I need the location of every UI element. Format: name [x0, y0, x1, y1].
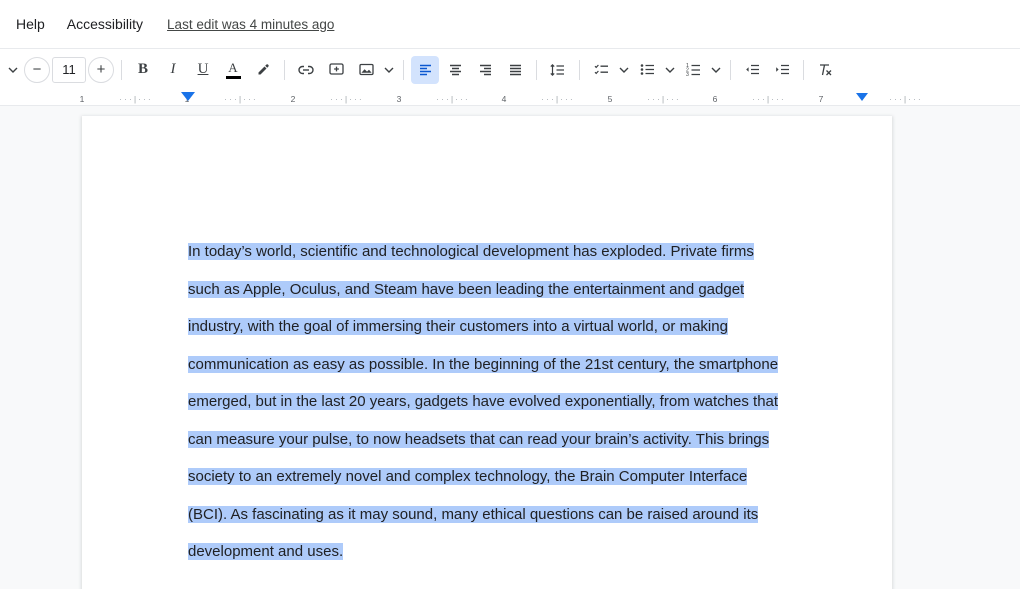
- chevron-down-icon[interactable]: [6, 56, 20, 84]
- align-justify-icon: [507, 61, 524, 78]
- last-edit-status[interactable]: Last edit was 4 minutes ago: [167, 16, 335, 32]
- italic-icon: I: [170, 61, 176, 77]
- svg-text:2: 2: [685, 67, 689, 74]
- text-color-icon: A: [226, 61, 241, 79]
- ruler-number: 7: [818, 94, 824, 104]
- toolbar-divider: [121, 60, 122, 80]
- insert-link-button[interactable]: [292, 56, 320, 84]
- clear-formatting-icon: [816, 61, 834, 79]
- document-body[interactable]: [188, 233, 788, 571]
- menu-bar: [0, 0, 1020, 48]
- insert-image-button[interactable]: [352, 56, 380, 84]
- comment-plus-icon: [328, 61, 345, 78]
- line-spacing-button[interactable]: [544, 56, 572, 84]
- line-spacing-icon: [549, 61, 567, 79]
- ruler-number: 4: [501, 94, 507, 104]
- italic-button[interactable]: [159, 56, 187, 84]
- decrease-indent-icon: [744, 61, 761, 78]
- left-indent-marker[interactable]: [181, 92, 195, 101]
- ruler-number: 3: [396, 94, 402, 104]
- font-size-stepper[interactable]: [24, 57, 114, 83]
- toolbar-divider: [403, 60, 404, 80]
- ruler-dots: · · · | · · ·: [119, 95, 151, 104]
- ruler-number: 6: [712, 94, 718, 104]
- checklist-icon: [593, 61, 610, 78]
- document-ruler[interactable]: [0, 90, 1020, 106]
- bold-button[interactable]: [129, 56, 157, 84]
- ruler-dots: · · · | · · ·: [752, 95, 784, 104]
- align-left-button[interactable]: [411, 56, 439, 84]
- increase-indent-icon: [774, 61, 791, 78]
- add-comment-button[interactable]: [322, 56, 350, 84]
- ruler-number: 2: [290, 94, 296, 104]
- align-right-icon: [477, 61, 494, 78]
- svg-text:1: 1: [685, 63, 689, 69]
- toolbar-divider: [536, 60, 537, 80]
- insert-image-chevron-down-icon[interactable]: [382, 56, 396, 84]
- document-paragraph[interactable]: [188, 233, 788, 571]
- highlight-color-button[interactable]: [249, 56, 277, 84]
- formatting-toolbar: [0, 48, 1020, 90]
- ruler-scale: [0, 90, 1020, 105]
- ruler-dots: · · · | · · ·: [541, 95, 573, 104]
- toolbar-divider: [284, 60, 285, 80]
- text-color-button[interactable]: [219, 56, 247, 84]
- underline-button[interactable]: [189, 56, 217, 84]
- font-size-increase-button[interactable]: +: [88, 57, 114, 83]
- numbered-list-button[interactable]: [679, 56, 707, 84]
- numbered-list-chevron-down-icon[interactable]: [709, 56, 723, 84]
- font-size-input[interactable]: 11: [52, 57, 86, 83]
- svg-text:3: 3: [685, 72, 689, 78]
- document-page[interactable]: [82, 116, 892, 589]
- menu-help[interactable]: Help: [16, 16, 45, 32]
- numbered-list-icon: [685, 61, 702, 78]
- marker-pen-icon: [255, 62, 271, 78]
- toolbar-divider: [803, 60, 804, 80]
- checklist-chevron-down-icon[interactable]: [617, 56, 631, 84]
- ruler-dots: · · · | · · ·: [436, 95, 468, 104]
- menu-accessibility[interactable]: Accessibility: [66, 16, 144, 32]
- decrease-indent-button[interactable]: [738, 56, 766, 84]
- ruler-number: 1: [79, 94, 85, 104]
- bulleted-list-chevron-down-icon[interactable]: [663, 56, 677, 84]
- align-justify-button[interactable]: [501, 56, 529, 84]
- selected-text: In today’s world, scientific and technological development has exploded. Private firms such as Apple, Oculus, and Steam have been leading the entertainment and gadget industry, with the goal of immersing their customers into a virtual world, or making communication as easy as possible. In the beginning of the 21st century, the smartphone emerged, but in the last 20 years, gadgets have evolved exponentially, from watches that can measure your pulse, to now headsets that can read your brain’s activity. This brings society to an extremely novel and complex technology, the Brain Computer Interface (BCI). As fascinating as it may sound, many ethical questions can be raised around its development and uses.: [188, 243, 779, 560]
- toolbar-divider: [579, 60, 580, 80]
- increase-indent-button[interactable]: [768, 56, 796, 84]
- toolbar-divider: [730, 60, 731, 80]
- checklist-button[interactable]: [587, 56, 615, 84]
- align-center-button[interactable]: [441, 56, 469, 84]
- bold-icon: B: [137, 61, 148, 77]
- ruler-dots: · · · | · · ·: [224, 95, 256, 104]
- font-size-decrease-button[interactable]: −: [24, 57, 50, 83]
- bulleted-list-button[interactable]: [633, 56, 661, 84]
- document-canvas[interactable]: [0, 106, 1020, 589]
- align-center-icon: [447, 61, 464, 78]
- align-right-button[interactable]: [471, 56, 499, 84]
- clear-formatting-button[interactable]: [811, 56, 839, 84]
- link-icon: [297, 61, 315, 79]
- image-icon: [358, 61, 375, 78]
- bulleted-list-icon: [639, 61, 656, 78]
- right-indent-marker[interactable]: [856, 93, 868, 101]
- ruler-dots: · · · | · · ·: [889, 95, 921, 104]
- ruler-number: 5: [607, 94, 613, 104]
- ruler-dots: · · · | · · ·: [647, 95, 679, 104]
- ruler-dots: · · · | · · ·: [330, 95, 362, 104]
- ruler-number: 1: [184, 94, 190, 104]
- align-left-icon: [417, 61, 434, 78]
- underline-icon: U: [197, 61, 209, 77]
